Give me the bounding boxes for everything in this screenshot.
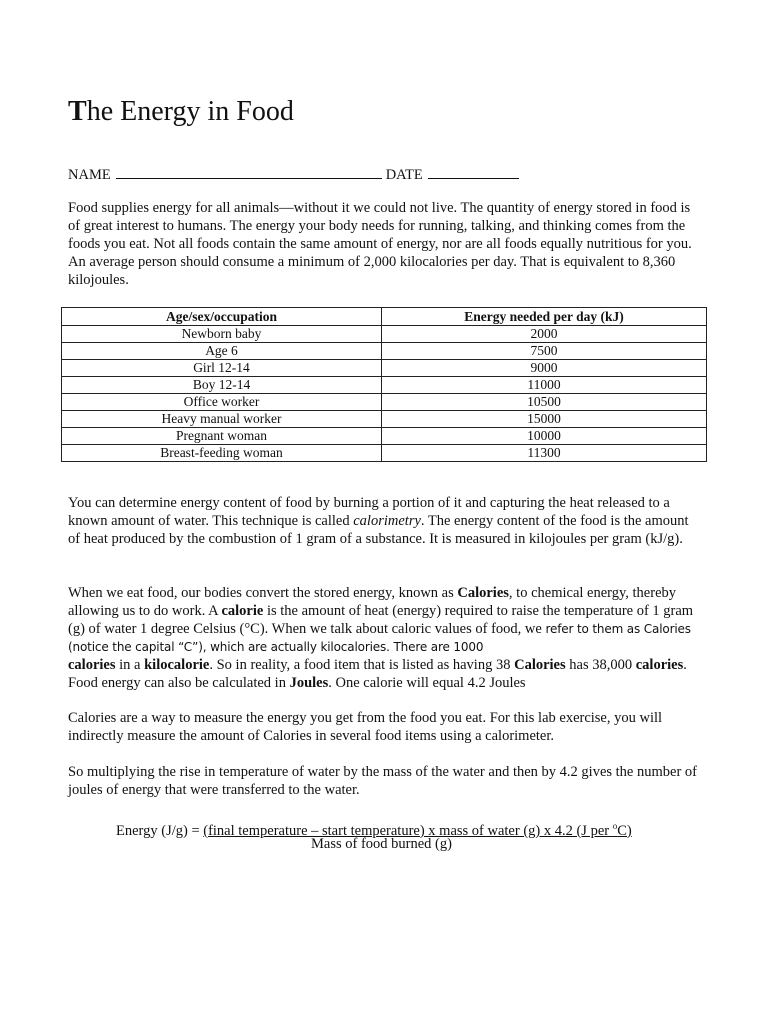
title-rest: he Energy in Food <box>86 96 294 127</box>
energy-needs-table <box>61 307 707 462</box>
calories-bold-term: calories <box>68 657 116 673</box>
calories-text: . So in reality, a food item that is listed as having 38 <box>209 657 515 673</box>
table-cell-category: Heavy manual worker <box>62 411 382 428</box>
table-header-energy: Energy needed per day (kJ) <box>382 308 707 326</box>
title-first-letter: T <box>68 96 87 127</box>
table-header-age: Age/sex/occupation <box>62 308 382 326</box>
calories-bold-term: kilocalorie <box>144 657 210 673</box>
formula-lhs: Energy (J/g) = <box>116 822 204 839</box>
table-row <box>62 428 707 445</box>
table-cell-energy: 7500 <box>382 343 707 360</box>
page-title <box>68 95 294 129</box>
calories-text: in a <box>115 657 145 673</box>
table-row <box>62 377 707 394</box>
table-row <box>62 445 707 462</box>
table-header-row <box>62 308 707 326</box>
calories-text: has 38,000 <box>565 657 636 673</box>
calories-bold-term: calories <box>635 657 684 673</box>
table-row <box>62 394 707 411</box>
formula-degree-symbol: o <box>612 821 618 831</box>
table-cell-category: Boy 12-14 <box>62 377 382 394</box>
calories-bold-term: Joules <box>289 675 329 691</box>
intro-paragraph: Food supplies energy for all animals—without it we could not live. The quantity of energy stored in food is of great interest to humans. The energy your body needs for running, talking, and thinking comes from the foods you eat. Not all foods contain the same amount of energy, nor are all foods equally nutritious for you. An average person should consume a minimum of 2,000 kilocalories per day. That is equivalent to 8,360 kilojoules. <box>68 200 692 288</box>
date-blank-field[interactable] <box>428 165 519 179</box>
table-row <box>62 411 707 428</box>
calories-paragraph <box>68 584 704 692</box>
calorimetry-paragraph <box>68 494 704 548</box>
calories-text: , to chemical energy, thereby allowing us to do work. A <box>68 585 677 619</box>
calorimetry-text-before: You can determine energy content of food by burning a portion of it and capturing the heat released to a known amount of water. This technique is called <box>68 495 670 529</box>
table-row <box>62 343 707 360</box>
table-row <box>62 326 707 343</box>
table-cell-category: Breast-feeding woman <box>62 445 382 462</box>
table-cell-energy: 11300 <box>382 445 707 462</box>
table-cell-energy: 10000 <box>382 428 707 445</box>
table-cell-category: Office worker <box>62 394 382 411</box>
calories-text: . One calorie will equal 4.2 Joules <box>328 675 526 691</box>
calories-text: When we eat food, our bodies convert the stored energy, known as <box>68 585 458 601</box>
table-cell-energy: 15000 <box>382 411 707 428</box>
formula-denominator: Mass of food burned (g) <box>311 836 452 852</box>
table-cell-energy: 10500 <box>382 394 707 411</box>
calories-text: is the amount of heat (energy) required to raise the temperature of 1 gram (g) of water 1 degree Celsius (°C). When we talk about caloric values of food, we <box>68 603 694 637</box>
table-cell-category: Newborn baby <box>62 326 382 343</box>
measure-paragraph: Calories are a way to measure the energy you get from the food you eat. For this lab exercise, you will indirectly measure the amount of Calories in several food items using a calorimeter. <box>68 710 663 744</box>
calorimetry-text-after: . The energy content of the food is the amount of heat produced by the combustion of 1 gram of a substance. It is measured in kilojoules per gram (kJ/g). <box>68 513 689 547</box>
formula-unit-end: C) <box>617 822 632 839</box>
table-row <box>62 360 707 377</box>
calories-bold-term: Calories <box>514 657 566 673</box>
calorimetry-term: calorimetry <box>353 513 421 529</box>
calories-bold-term: calorie <box>221 603 264 619</box>
date-label: DATE <box>385 167 423 183</box>
table-cell-category: Pregnant woman <box>62 428 382 445</box>
table-cell-category: Age 6 <box>62 343 382 360</box>
table-cell-category: Girl 12-14 <box>62 360 382 377</box>
name-date-line <box>68 165 519 184</box>
calories-sans-text: refer to them as Calories (notice the capital “C”), which are actually kilocalories. There are 1000 <box>68 622 691 654</box>
name-label: NAME <box>68 167 111 183</box>
calories-text: . Food energy can also be calculated in <box>68 657 687 691</box>
name-blank-field[interactable] <box>116 165 382 179</box>
formula-numerator-text: (final temperature – start temperature) x mass of water (g) x 4.2 (J per <box>203 822 613 839</box>
calories-bold-term: Calories <box>457 585 509 601</box>
table-cell-energy: 11000 <box>382 377 707 394</box>
table-cell-energy: 2000 <box>382 326 707 343</box>
multiply-paragraph: So multiplying the rise in temperature of water by the mass of the water and then by 4.2 gives the number of joules of energy that were transferred to the water. <box>68 764 697 798</box>
table-cell-energy: 9000 <box>382 360 707 377</box>
